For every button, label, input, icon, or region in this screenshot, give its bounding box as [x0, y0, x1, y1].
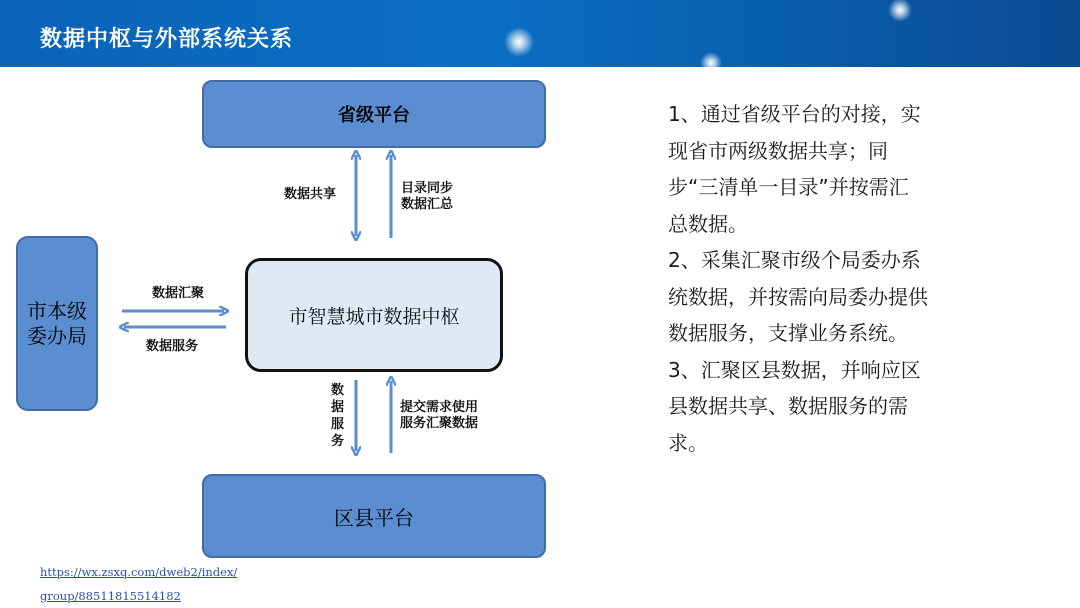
note-item: 3、汇聚区县数据，并响应区县数据共享、数据服务的需求。 [668, 357, 921, 455]
label-data-share: 数据共享 [284, 187, 337, 202]
hub-box [245, 258, 503, 372]
label-data-service: 数据服务 [146, 339, 199, 354]
notes-panel [668, 96, 928, 461]
page-title: 数据中枢与外部系统关系 [40, 27, 294, 52]
note-item: 1、通过省级平台的对接，实现省市两级数据共享；同步“三清单一目录”并按需汇总数据。 [668, 102, 921, 236]
city-bureau-box [16, 236, 98, 411]
county-platform-label: 区县平台 [334, 505, 414, 530]
hub-label: 市智慧城市数据中枢 [288, 305, 460, 328]
source-link[interactable]: https://wx.zsxq.com/dweb2/index/group/88511815514182 [40, 565, 238, 603]
label-data-service-vertical: 数据服务 [331, 383, 345, 449]
provincial-platform-label: 省级平台 [338, 105, 410, 126]
label-data-summary: 数据汇总 [401, 197, 454, 212]
note-item: 2、采集汇聚市级个局委办系统数据，并按需向局委办提供数据服务，支撑业务系统。 [668, 248, 928, 345]
provincial-platform-box [202, 80, 546, 148]
label-submit-demand: 提交需求使用 [400, 400, 479, 415]
label-data-aggregate: 数据汇聚 [152, 286, 205, 301]
label-catalog-sync: 目录同步 [401, 181, 454, 196]
county-platform-box [202, 474, 546, 558]
city-bureau-label: 市本级委办局 [27, 298, 87, 348]
label-service-aggregate: 服务汇聚数据 [400, 416, 479, 431]
